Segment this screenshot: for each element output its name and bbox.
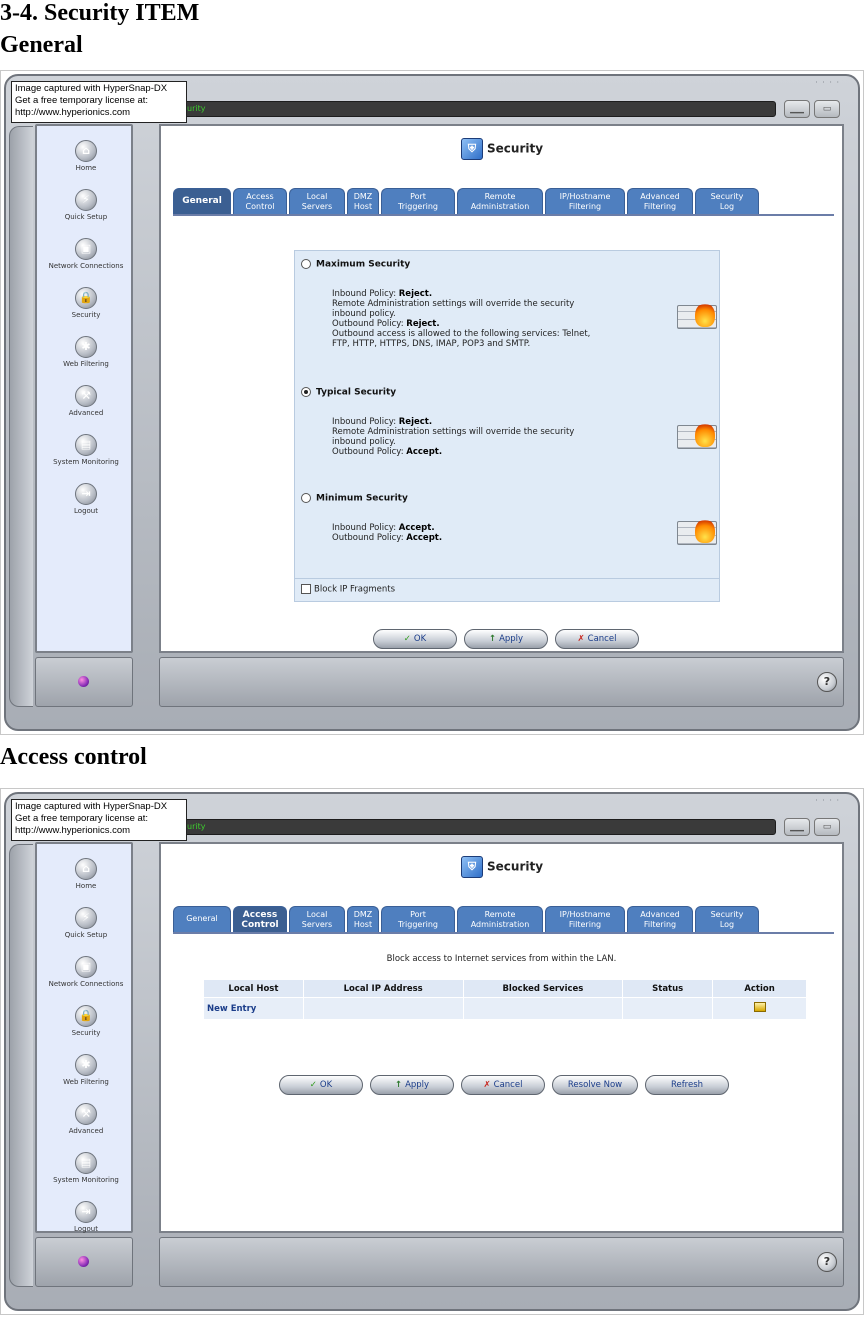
sidebar-item-system-monitoring[interactable] bbox=[37, 1152, 135, 1184]
minimize-button[interactable]: ▁▁ bbox=[784, 818, 810, 836]
cancel-icon: ✗ bbox=[483, 1080, 491, 1090]
titlebar: urity bbox=[156, 819, 776, 835]
ok-button[interactable]: ✓ OK bbox=[279, 1075, 363, 1095]
security-icon: ⛨ bbox=[461, 856, 483, 878]
sidebar-item-advanced[interactable] bbox=[37, 1103, 135, 1135]
window-dots: · · · · bbox=[815, 796, 840, 805]
lock-icon: 🔒 bbox=[75, 287, 97, 309]
router-window-frame bbox=[4, 792, 860, 1311]
apply-button[interactable]: ↑ Apply bbox=[370, 1075, 454, 1095]
main-footer bbox=[159, 657, 844, 707]
page-title: ⛨ Security bbox=[461, 856, 543, 878]
table-cell bbox=[623, 998, 713, 1020]
firewall-max-icon bbox=[677, 301, 717, 329]
sidebar-item-label: System Monitoring bbox=[53, 1176, 119, 1184]
main-content bbox=[159, 124, 844, 653]
sidebar-footer bbox=[35, 1237, 133, 1287]
cancel-button[interactable]: ✗ Cancel bbox=[555, 629, 639, 649]
max-security-description: Inbound Policy: Reject. Remote Administration settings will override the security inbound policy. Outbound Policy: Reject. Outbound access is allowed to the following services: Telnet, FTP, HTTP, HTTPS, DNS, IMAP, POP3 and SMTP. bbox=[332, 289, 591, 349]
sidebar-item-label: Web Filtering bbox=[63, 360, 109, 368]
apply-icon: ↑ bbox=[394, 1080, 403, 1090]
sidebar-item-security[interactable] bbox=[37, 1005, 135, 1037]
page-title: ⛨ Security bbox=[461, 138, 543, 160]
access-control-description: Block access to Internet services from within the LAN. bbox=[386, 954, 617, 964]
max-security-radio[interactable] bbox=[301, 259, 311, 269]
min-security-description: Inbound Policy: Accept. Outbound Policy: Accept. bbox=[332, 523, 443, 543]
sidebar-item-label: Web Filtering bbox=[63, 1078, 109, 1086]
maximize-button[interactable]: ▭ bbox=[814, 100, 840, 118]
block-ip-fragments-option[interactable]: Block IP Fragments bbox=[301, 584, 395, 595]
tab-dmz-host[interactable]: DMZ Host bbox=[347, 188, 379, 214]
cancel-icon: ✗ bbox=[577, 634, 585, 644]
sidebar-item-label: Home bbox=[75, 882, 97, 890]
max-security-option[interactable]: Maximum Security bbox=[301, 259, 410, 270]
tab-bar bbox=[173, 186, 834, 216]
tab-remote-administration[interactable]: Remote Administration bbox=[457, 188, 543, 214]
cancel-button[interactable]: ✗ Cancel bbox=[461, 1075, 545, 1095]
lock-icon: 🔒 bbox=[75, 1005, 97, 1027]
check-icon: ✓ bbox=[403, 634, 411, 644]
sidebar-item-logout[interactable] bbox=[37, 1201, 135, 1233]
status-orb-icon bbox=[78, 1256, 89, 1267]
add-entry-icon[interactable] bbox=[754, 1002, 766, 1012]
ok-button[interactable]: ✓ OK bbox=[373, 629, 457, 649]
titlebar: urity bbox=[156, 101, 776, 117]
sidebar-item-home[interactable] bbox=[37, 140, 135, 172]
main-footer bbox=[159, 1237, 844, 1287]
apply-button[interactable]: ↑ Apply bbox=[464, 629, 548, 649]
tab-security-log[interactable]: Security Log bbox=[695, 188, 759, 214]
sidebar-item-home[interactable] bbox=[37, 858, 135, 890]
sidebar-item-system-monitoring[interactable] bbox=[37, 434, 135, 466]
home-icon: ⌂ bbox=[75, 858, 97, 880]
sidebar-item-label: Security bbox=[71, 311, 101, 319]
sidebar bbox=[35, 124, 133, 653]
min-security-option[interactable]: Minimum Security bbox=[301, 493, 408, 504]
typical-security-radio[interactable] bbox=[301, 387, 311, 397]
tab-access-control[interactable]: Access Control bbox=[233, 188, 287, 214]
main-content bbox=[159, 842, 844, 1233]
sidebar-item-label: Network Connections bbox=[48, 980, 124, 988]
panel-divider bbox=[295, 578, 719, 579]
access-control-heading: Access control bbox=[0, 744, 147, 770]
tools-icon: ⚒ bbox=[75, 385, 97, 407]
tab-ip-hostname-filtering[interactable]: IP/Hostname Filtering bbox=[545, 906, 625, 932]
tab-general[interactable]: General bbox=[173, 906, 231, 932]
column-header: Status bbox=[623, 980, 713, 998]
security-level-panel bbox=[294, 250, 720, 602]
sidebar bbox=[35, 842, 133, 1233]
access-rules-table bbox=[203, 979, 807, 1020]
firewall-min-icon bbox=[677, 517, 717, 545]
firewall-typical-icon bbox=[677, 421, 717, 449]
security-icon: ⛨ bbox=[461, 138, 483, 160]
side-rail bbox=[9, 126, 33, 707]
table-row bbox=[204, 998, 807, 1020]
network-icon: ▣ bbox=[75, 238, 97, 260]
hypersnap-watermark: Image captured with HyperSnap-DX Get a free temporary license at: http://www.hyperionics.com bbox=[11, 799, 187, 841]
section-title: 3-4. Security ITEM bbox=[0, 0, 200, 26]
network-icon: ▣ bbox=[75, 956, 97, 978]
tab-local-servers[interactable]: Local Servers bbox=[289, 188, 345, 214]
logout-icon: ⇥ bbox=[75, 483, 97, 505]
sidebar-item-label: Quick Setup bbox=[64, 931, 108, 939]
block-ip-fragments-checkbox[interactable] bbox=[301, 584, 311, 594]
tab-remote-administration[interactable]: Remote Administration bbox=[457, 906, 543, 932]
min-security-radio[interactable] bbox=[301, 493, 311, 503]
sidebar-item-web-filtering[interactable] bbox=[37, 336, 135, 368]
home-icon: ⌂ bbox=[75, 140, 97, 162]
column-header: Local IP Address bbox=[303, 980, 463, 998]
window-dots: · · · · bbox=[815, 78, 840, 87]
table-cell bbox=[463, 998, 623, 1020]
hypersnap-watermark: Image captured with HyperSnap-DX Get a free temporary license at: http://www.hyperionics.com bbox=[11, 81, 187, 123]
sidebar-item-security[interactable] bbox=[37, 287, 135, 319]
minimize-button[interactable]: ▁▁ bbox=[784, 100, 810, 118]
sidebar-item-logout[interactable] bbox=[37, 483, 135, 515]
sidebar-item-label: Quick Setup bbox=[64, 213, 108, 221]
sidebar-item-advanced[interactable] bbox=[37, 385, 135, 417]
sidebar-item-label: System Monitoring bbox=[53, 458, 119, 466]
sidebar-item-label: Network Connections bbox=[48, 262, 124, 270]
tab-access-control[interactable]: Access Control bbox=[233, 906, 287, 932]
help-icon[interactable]: ? bbox=[817, 672, 837, 692]
tab-bar bbox=[173, 904, 834, 934]
check-icon: ✓ bbox=[309, 1080, 317, 1090]
column-header: Local Host bbox=[204, 980, 304, 998]
general-screenshot bbox=[0, 70, 864, 735]
apply-icon: ↑ bbox=[488, 634, 497, 644]
access-control-screenshot bbox=[0, 788, 864, 1315]
tab-general[interactable]: General bbox=[173, 188, 231, 214]
tab-dmz-host[interactable]: DMZ Host bbox=[347, 906, 379, 932]
sidebar-footer bbox=[35, 657, 133, 707]
tab-advanced-filtering[interactable]: Advanced Filtering bbox=[627, 188, 693, 214]
sidebar-item-quick-setup[interactable] bbox=[37, 189, 135, 221]
filter-icon: ✱ bbox=[75, 1054, 97, 1076]
sidebar-item-label: Logout bbox=[74, 1225, 98, 1233]
help-icon[interactable]: ? bbox=[817, 1252, 837, 1272]
sidebar-item-network-connections[interactable] bbox=[37, 238, 135, 270]
column-header: Action bbox=[713, 980, 807, 998]
typical-security-description: Inbound Policy: Reject. Remote Administration settings will override the security inbound policy. Outbound Policy: Accept. bbox=[332, 417, 575, 457]
sidebar-item-quick-setup[interactable] bbox=[37, 907, 135, 939]
tools-icon: ⚒ bbox=[75, 1103, 97, 1125]
sidebar-item-label: Advanced bbox=[68, 1127, 104, 1135]
table-header-row bbox=[204, 980, 807, 998]
monitor-icon: ▤ bbox=[75, 1152, 97, 1174]
filter-icon: ✱ bbox=[75, 336, 97, 358]
resolve-now-button[interactable]: Resolve Now bbox=[552, 1075, 638, 1095]
tab-ip-hostname-filtering[interactable]: IP/Hostname Filtering bbox=[545, 188, 625, 214]
tab-local-servers[interactable]: Local Servers bbox=[289, 906, 345, 932]
lightning-icon: ⚡ bbox=[75, 907, 97, 929]
new-entry-link[interactable]: New Entry bbox=[204, 998, 304, 1020]
sidebar-item-network-connections[interactable] bbox=[37, 956, 135, 988]
maximize-button[interactable]: ▭ bbox=[814, 818, 840, 836]
tab-port-triggering[interactable]: Port Triggering bbox=[381, 188, 455, 214]
tab-advanced-filtering[interactable]: Advanced Filtering bbox=[627, 906, 693, 932]
lightning-icon: ⚡ bbox=[75, 189, 97, 211]
column-header: Blocked Services bbox=[463, 980, 623, 998]
logout-icon: ⇥ bbox=[75, 1201, 97, 1223]
sidebar-item-label: Logout bbox=[74, 507, 98, 515]
side-rail bbox=[9, 844, 33, 1287]
sidebar-item-label: Advanced bbox=[68, 409, 104, 417]
sidebar-item-label: Home bbox=[75, 164, 97, 172]
sidebar-item-web-filtering[interactable] bbox=[37, 1054, 135, 1086]
refresh-button[interactable]: Refresh bbox=[645, 1075, 729, 1095]
tab-port-triggering[interactable]: Port Triggering bbox=[381, 906, 455, 932]
router-window-frame bbox=[4, 74, 860, 731]
tab-security-log[interactable]: Security Log bbox=[695, 906, 759, 932]
status-orb-icon bbox=[78, 676, 89, 687]
general-heading: General bbox=[0, 32, 83, 58]
monitor-icon: ▤ bbox=[75, 434, 97, 456]
table-cell bbox=[303, 998, 463, 1020]
table-cell bbox=[713, 998, 807, 1020]
typical-security-option[interactable]: Typical Security bbox=[301, 387, 396, 398]
sidebar-item-label: Security bbox=[71, 1029, 101, 1037]
